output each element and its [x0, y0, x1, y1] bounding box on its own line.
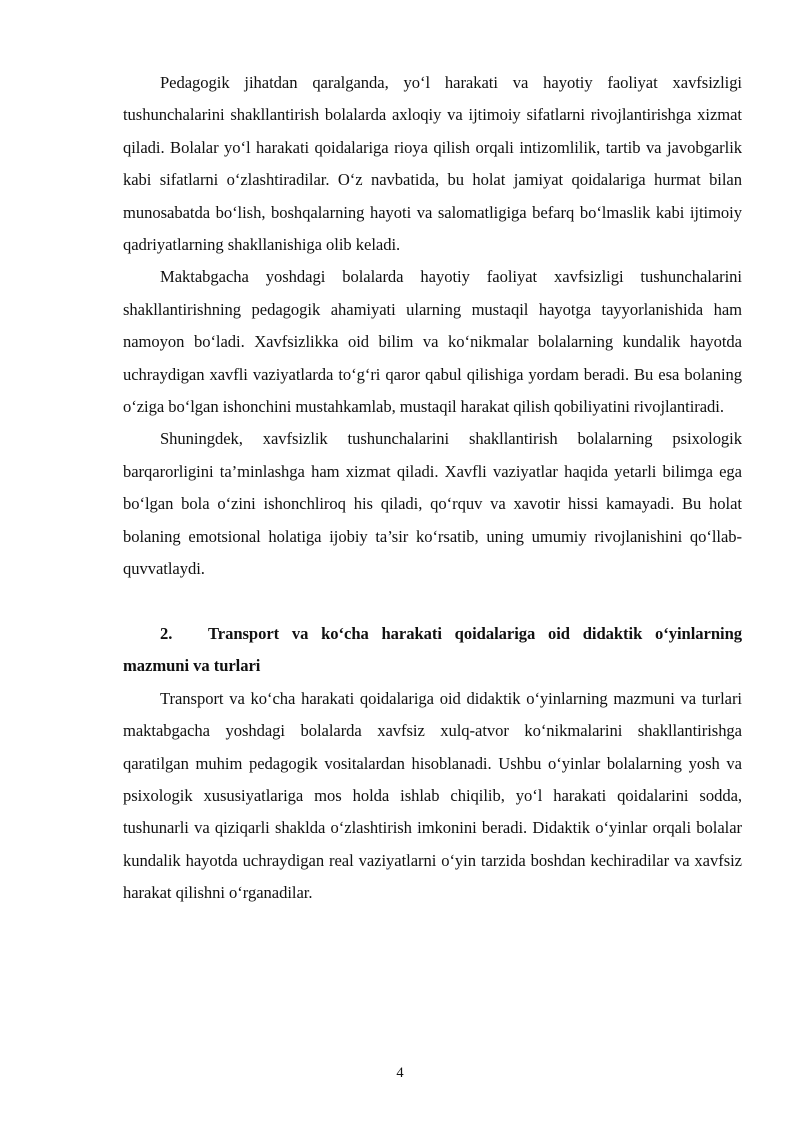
paragraph: Shuningdek, xavfsizlik tushunchalarini shakllantirish bolalarning psixologik barqarorligini ta’minlashga ham xizmat qiladi. Xavfli vaziyatlar haqida yetarli bilimga ega bo‘lgan bola o‘zini ishonchliroq his qiladi, qo‘rquv va xavotir hissi kamayadi. Bu holat bolaning emotsional holatiga ijobiy ta’sir ko‘rsatib, uning umumiy rivojlanishini qo‘llab-quvvatlaydi.: [123, 429, 742, 579]
paragraph: Pedagogik jihatdan qaralganda, yo‘l harakati va hayotiy faoliyat xavfsizligi tushunchalarini shakllantirish bolalarda axloqiy va ijtimoiy sifatlarni rivojlantirishga xizmat qiladi. Bolalar yo‘l harakati qoidalariga rioya qilish orqali intizomlilik, tartib va javobgarlik kabi sifatlarni o‘zlashtiradilar. O‘z navbatida, bu holat jamiyat qoidalariga hurmat bilan munosabatda bo‘lish, boshqalarning hayoti va salomatligiga befarq bo‘lmaslik kabi ijtimoiy qadriyatlarning shakllanishiga olib keladi.: [123, 73, 742, 255]
section-title: Transport va ko‘cha harakati qoidalariga oid didaktik o‘yinlarning mazmuni va turlari: [123, 623, 742, 676]
page-number: 4: [396, 1065, 404, 1081]
section-heading: [123, 618, 742, 683]
paragraph: Transport va ko‘cha harakati qoidalariga oid didaktik o‘yinlarning mazmuni va turlari maktabgacha yoshdagi bolalarda xavfsiz xulq-atvor ko‘nikmalarini shakllantirishga qaratilgan muhim pedagogik vositalardan hisoblanadi. Ushbu o‘yinlar bolalarning yosh va psixologik xususiyatlariga mos holda ishlab chiqilib, yo‘l harakati qoidalarini sodda, tushunarli va qiziqarli shaklda o‘zlashtirish imkonini beradi. Didaktik o‘yinlar orqali bolalar kundalik hayotda uchraydigan real vaziyatlarni o‘yin tarzida boshdan kechiradilar va xavfsiz harakat qilishni o‘rganadilar.: [123, 688, 742, 903]
section-number: 2.: [160, 623, 173, 643]
paragraph: Maktabgacha yoshdagi bolalarda hayotiy faoliyat xavfsizligi tushunchalarini shakllantirishning pedagogik ahamiyati ularning mustaqil hayotga tayyorlanishida ham namoyon bo‘ladi. Xavfsizlikka oid bilim va ko‘nikmalar bolalarning kundalik hayotda uchraydigan xavfli vaziyatlarda to‘g‘ri qaror qabul qilishiga yordam beradi. Bu esa bolaning o‘ziga bo‘lgan ishonchini mustahkamlab, mustaqil harakat qilish qobiliyatini rivojlantiradi.: [123, 267, 742, 417]
document-body: [123, 67, 742, 910]
section-spacer: [123, 586, 742, 618]
